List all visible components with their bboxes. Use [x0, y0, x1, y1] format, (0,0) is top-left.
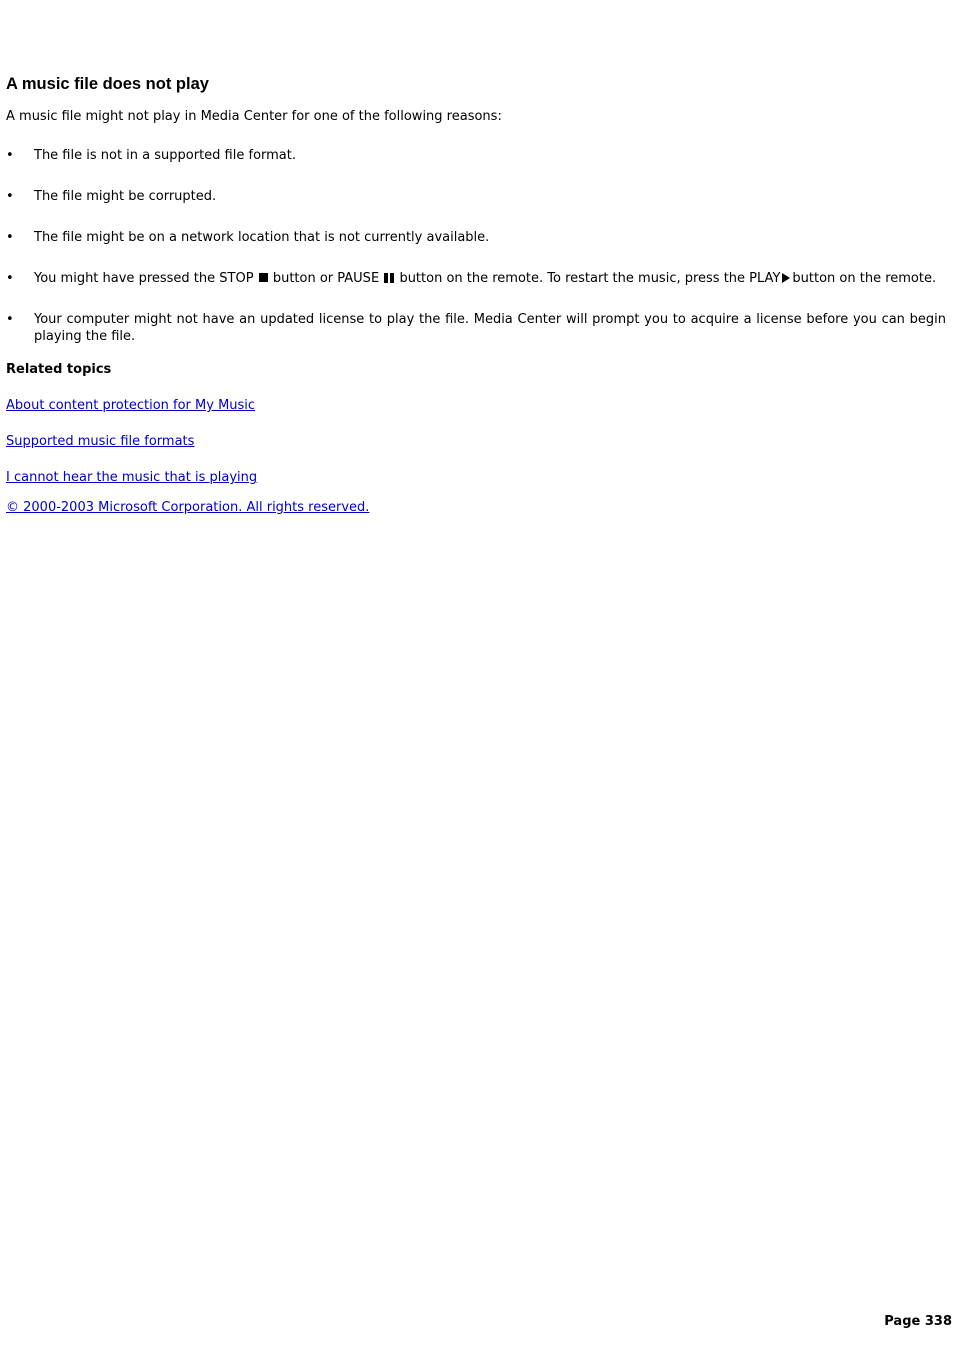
- reason-text-part: button on the remote. To restart the music, press the PLAY: [399, 271, 781, 286]
- list-item: [6, 229, 946, 246]
- copyright-link[interactable]: © 2000-2003 Microsoft Corporation. All rights reserved.: [6, 500, 370, 515]
- play-icon: [782, 273, 790, 283]
- related-links: [6, 397, 946, 486]
- bullet-icon: •: [6, 230, 14, 245]
- reason-text-part: button on the remote.: [792, 271, 937, 286]
- pause-icon: [384, 273, 394, 283]
- link-supported-formats[interactable]: Supported music file formats: [6, 434, 195, 449]
- page-title: A music file does not play: [6, 75, 209, 93]
- link-cannot-hear-music[interactable]: I cannot hear the music that is playing: [6, 470, 258, 485]
- list-item: [6, 311, 946, 345]
- reason-text: The file might be on a network location that is not currently available.: [34, 230, 490, 245]
- list-item: [6, 147, 946, 164]
- list-item: [6, 188, 946, 205]
- bullet-icon: •: [6, 189, 14, 204]
- reason-text: Your computer might not have an updated license to play the file. Media Center will prompt you to acquire a license before you can begin playing the file.: [34, 312, 946, 344]
- intro-text: A music file might not play in Media Center for one of the following reasons:: [6, 109, 502, 124]
- help-topic: [6, 74, 946, 516]
- bullet-icon: •: [6, 312, 14, 327]
- reason-text-part: You might have pressed the STOP: [34, 271, 254, 286]
- bullet-icon: •: [6, 148, 14, 163]
- related-topics-heading: Related topics: [6, 362, 112, 377]
- list-item: [6, 270, 946, 287]
- stop-icon: [259, 273, 268, 282]
- reason-text: The file is not in a supported file format.: [34, 148, 296, 163]
- page-number: Page 338: [884, 1314, 952, 1329]
- bullet-icon: •: [6, 271, 14, 286]
- reason-list: [6, 147, 946, 345]
- reason-text: The file might be corrupted.: [34, 189, 217, 204]
- reason-text-part: button or PAUSE: [272, 271, 380, 286]
- link-content-protection[interactable]: About content protection for My Music: [6, 398, 256, 413]
